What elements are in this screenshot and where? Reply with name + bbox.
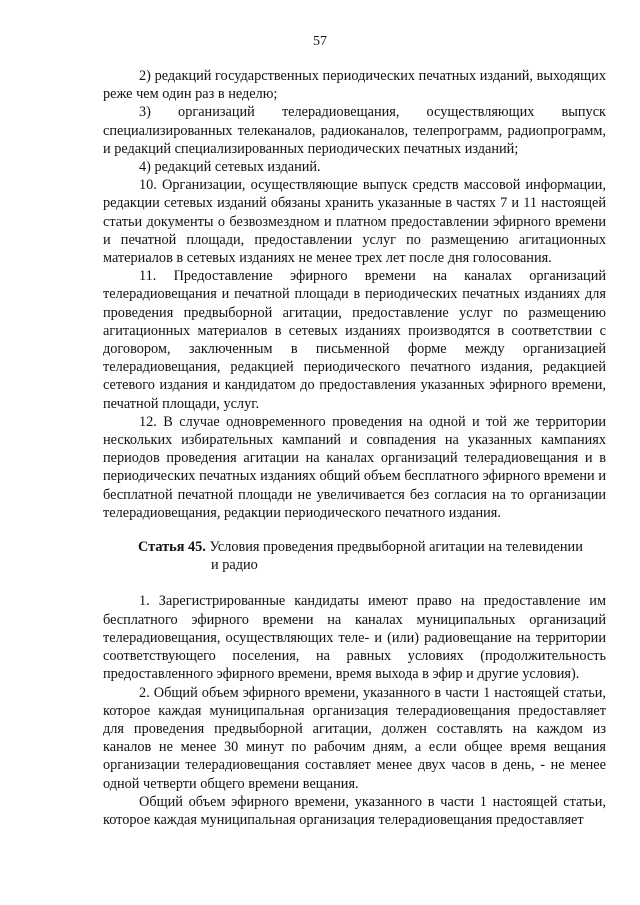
page-number: 57: [313, 34, 327, 49]
paragraph: 1. Зарегистрированные кандидаты имеют право на предоставление им бесплатного эфирного времени на каналах муниципальных организаций телерадиовещания, осуществляющих теле- и (или) радиовещание на территории соответствующего поселения, на равных условиях (продолжительность предоставленного эфирного времени, время выхода в эфир и другие условия).: [103, 593, 606, 683]
paragraph: 11. Предоставление эфирного времени на каналах организаций телерадиовещания и печатной площади в периодических печатных изданиях для проведения предвыборной агитации, предоставление услуг по размещению агитационных материалов в сетевых изданиях производятся в соответствии с договором, заключенным в письменной форме между организацией телерадиовещания, редакцией периодического печатного издания, редакцией сетевого издания и кандидатом до предоставления указанных эфирного времени, печатной площади, услуг.: [103, 268, 606, 412]
paragraph: 12. В случае одновременного проведения на одной и той же территории нескольких избирательных кампаний и совпадения на указанных кампаниях периодов проведения агитации на каналах организаций телерадиовещания и в периодических печатных изданиях общий объем бесплатного эфирного времени и бесплатной печатной площади не увеличивается без согласия на то организации телерадиовещания, редакции периодического печатного издания.: [103, 413, 606, 521]
paragraph: 4) редакций сетевых изданий.: [139, 159, 321, 176]
article-title-line-2: и радио: [211, 557, 258, 574]
paragraph: 2. Общий объем эфирного времени, указанного в части 1 настоящей статьи, которое каждая муниципальная организация телерадиовещания предоставляет для проведения предвыборной агитации, должен составлять на каждом из каналов не менее 30 минут по рабочим дням, а если общее время вещания организации телерадиовещания составляет менее двух часов в день, - не менее одной четверти общего времени вещания.: [103, 684, 606, 792]
paragraph: 3) организаций телерадиовещания, осуществляющих выпуск специализированных телеканалов, радиоканалов, телепрограмм, радиопрограмм, и редакций специализированных периодических печатных изданий;: [103, 104, 606, 157]
paragraph: Общий объем эфирного времени, указанного в части 1 настоящей статьи, которое каждая муниципальная организация телерадиовещания предоставляет: [103, 793, 606, 828]
paragraph: 2) редакций государственных периодических печатных изданий, выходящих реже чем один раз в неделю;: [103, 68, 606, 103]
paragraph: 10. Организации, осуществляющие выпуск средств массовой информации, редакции сетевых изданий обязаны хранить указанные в частях 7 и 11 настоящей статьи документы о безвозмездном и платном предоставлении эфирного времени и печатной площади, предоставлении услуг по размещению агитационных материалов в сетевых изданиях не менее трех лет после дня голосования.: [103, 177, 606, 267]
article-number: Статья 45.: [138, 539, 206, 556]
article-heading: [103, 538, 606, 574]
document-body: [103, 67, 606, 829]
article-title-line-1: Условия проведения предвыборной агитации на телевидении: [209, 539, 583, 556]
